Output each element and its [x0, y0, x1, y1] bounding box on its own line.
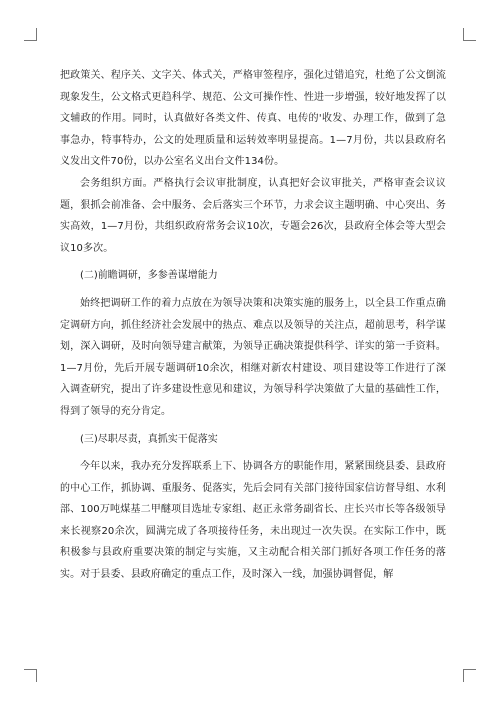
crop-mark-bottom-left: [24, 669, 37, 682]
crop-mark-top-right: [463, 28, 476, 41]
paragraph-research: 始终把调研工作的着力点放在为领导决策和决策实施的服务上，以全县工作重点确定调研方向，抓住经济社会发展中的热点、难点以及领导的关注点，超前思考，科学谋划，深入调研，及时向领导建言献策，为领导正确决策提供科学、详实的第一手资料。1—7月份，先后开展专题调研10余次，相继对新农村建设、项目建设等工作进行了深入调查研究，提出了许多建设性意见和建议，为领导科学决策做了大量的基础性工作，得到了领导的充分肯定。: [60, 297, 446, 417]
section-heading-research: (二)前瞻调研，多参善谋增能力: [80, 270, 218, 282]
document-body: [60, 65, 446, 586]
crop-mark-bottom-right: [463, 669, 476, 682]
paragraph-meeting-organization: 会务组织方面。严格执行会议审批制度，认真把好会议审批关，严格审查会议议题，狠抓会前准备、会中服务、会后落实三个环节，力求会议主题明确、中心突出、务实高效，1—7月份，共组织政府常务会议10次，专题会26次，县政府全体会等大型会议10多次。: [60, 177, 446, 254]
paragraph-document-processing: 把政策关、程序关、文字关、体式关，严格审签程序，强化过错追究，杜绝了公文倒流现象发生，公文格式更趋科学、规范、公文可操作性、性进一步增强，较好地发挥了以文辅政的作用。同时，认真做好各类文件、传真、电传的'收发、办理工作，做到了急事急办，特事特办，公文的处理质量和运转效率明显提高。1—7月份，共以县政府名义发出文件70份，以办公室名义出台文件134份。: [60, 70, 446, 168]
section-heading-implementation: (三)尽职尽责，真抓实干促落实: [80, 433, 218, 445]
crop-mark-top-left: [24, 28, 37, 41]
paragraph-implementation: 今年以来，我办充分发挥联系上下、协调各方的职能作用，紧紧围绕县委、县政府的中心工作，抓协调、重服务、促落实，先后会同有关部门接待国家信访督导组、水利部、100万吨煤基二甲醚项目选址专家组、赵正永常务副省长、庄长兴市长等各级领导来长视察20余次，圆满完成了各项接待任务，未出现过一次失误。在实际工作中，既积极参与县政府重要决策的制定与实施，又主动配合相关部门抓好各项工作任务的落实。对于县委、县政府确定的重点工作，及时深入一线，加强协调督促，解: [60, 461, 446, 581]
